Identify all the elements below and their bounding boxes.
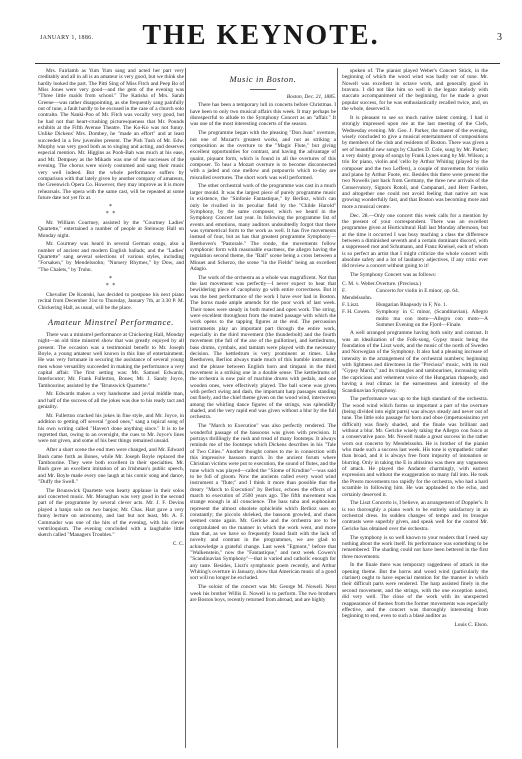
- masthead-rule: [35, 63, 500, 64]
- programme-work: Concerto for violin in E minor, op. 64.: [376, 288, 460, 295]
- programme-item: [342, 302, 488, 308]
- programme-composer: F. Liszt.: [342, 302, 360, 309]
- section-break: * * *: [105, 276, 117, 289]
- minstrel-paragraph: Mr. Fullerton cracked his jokes in fine style, and Mr. Joyce, in addition to getting off several "good ones," sang a topical song of his own writing called "Haven't done anything since." It is to be regretted that, owing to an oversight, the cues to Mr. Joyce's lines were not given, and some of his best things remained unsaid.: [38, 413, 184, 445]
- issue-date: JANUARY 1, 1886.: [40, 35, 94, 41]
- signature: Louis C. Elson.: [454, 622, 488, 629]
- boston-continued-paragraph: The symphony is so well known to your readers that I need say nothing about the work itself. Its performance was something to be remembered. The shading could not have been bettered in the first three movements.: [342, 534, 488, 560]
- de-kontski-paragraph: Chevalier De Kontski, has decided to postpone his next piano recital from December 31st to Thursday, January 7th, at 3:30 P. M. Chickering Hall, as usual, will be the place.: [38, 291, 184, 311]
- boston-paragraph: The programme began with the pleasing "Don Juan" overture, not one of Mozart's greatest works, and not as striking a composition as the overture to the "Magic Flute," but giving excellent opportunities for contrast, and having the advantage of quaint, piquant form, which is found in all the overtures of this composer. To hear a Mozart overture is to become disconnected with a jaded and one mellow and potpourris which to-day are miscalled overtures. The short work was well performed.: [190, 130, 336, 181]
- newspaper-title: THE KEYNOTE.: [142, 20, 380, 51]
- section-break: * * *: [105, 204, 117, 217]
- programme-composer: C. M. v. Weber.: [342, 281, 376, 287]
- column-left: [38, 68, 184, 752]
- boston-paragraph: There has been a temporary lull in concerts before Christmas. I have been to only two musical affairs this week. It may perhaps be disrespectful to allude to the Symphony Concert as an "affair." It was one of the most interesting concerts of the season.: [190, 102, 336, 128]
- minstrel-paragraph: Mr. Edwards makes a very handsome and jovial middle man, and half of the success of all the jokes was due to his ready tact and geniality.: [38, 391, 184, 411]
- programme-work: Symphony in C minor, (Scandinavian). Allegro molto ma con moto—Allegro con moto—A Summer Evening on the Fjord—Finale.: [376, 309, 488, 329]
- boston-paragraph: The soloist of the concert was Mr. George M. Nowell. Next week his brother Willis E. Nowell is to perform. The two brothers are Boston boys, recently returned from abroad, and are highly: [190, 584, 336, 603]
- column-divider: [185, 68, 186, 748]
- programme-intro: The Symphony Concert was as follows:: [350, 272, 437, 279]
- boston-continued-paragraph: The Liszt Concerto is, I believe, an arrangement of Doppler's. It is too thoroughly a piano work to be entirely satisfactory in an orchestral dress. Its sudden changes of tempo and its brusque contrasts were superbly given, and speak well for the control Mr. Gericke has obtained over the orchestra.: [342, 500, 488, 532]
- masthead: [0, 0, 522, 68]
- column-right: [342, 68, 488, 752]
- boston-continued-paragraph: spoken of. The pianist played Weber's Concert Stück, in the beginning of which the wood wind was badly out of tune. Mr. Nowell was excellent in octave work, and generally good in bravura. I did not like him so well in the legato melody with staccato accompaniment of the beginning, for he made a great popular success, for he was enthusiastically recalled twice, and, on the whole, deserved it.: [342, 68, 488, 113]
- heading-rule: [250, 89, 276, 90]
- minstrel-paragraph: The Brunswick Quartette won hearty applause in their solos and concerted music. Mr. Monaghan was very good in the second part of the programme by several clever acts. Mr. J. F. Devins played a banjo solo on two banjos; Mr. Chas. Hart gave a very funny lecture on astronomy, and last but not least, Mr. A. F. Commador was one of the hits of the evening, with his clever ventriloquism. The evening concluded with a laughable little sketch called "Managers Troubles.": [38, 487, 184, 539]
- programme-item: [342, 281, 488, 287]
- column-middle: [190, 68, 336, 752]
- dateline: Boston, Dec. 21, 1885.: [286, 94, 336, 100]
- boston-continued-paragraph: It is pleasant to see so much native talent coming. I had it strongly impressed upon me at the last meeting of the Clefs, Wednesday evening. Mr. Geo. J. Parker, the master of the evening, wisely concluded to give a musical entertainment of compositions by members of the club and residents of Boston. There was given a set of beautiful new songs by Charles D. Cole, sung by Mr. Parker; a very dainty group of songs by Frank Lynes sung by Mr. Wilson; a trio for piano, violin and 'cello by Arthur Whiting (played by the composer and the two Leffers), a couple of movements for violin and piano by Arthur Foote, etc. Besides this there were present the two Nowells just back from Germany, the three new arrivals of the Conservatory, Signors Rotoli, and Campanari, and Herr Faelten, and altogether one could not avoid feeling that native art was growing wonderfully fast, and that Boston was becoming more and more a musical centre.: [342, 114, 488, 210]
- programme-item: [342, 309, 488, 328]
- boston-paragraph: The other orchestral work of the programme was cast in a much larger mould. It was the largest piece of purely programme music in existence, the "Sinfonie Fantastique," by Berlioz, which can only be rivalled in its peculiar field by the "Childe Harold" Symphony, by the same composer, which we heard in the Symphony Concert last year. In following the programme list of events and emotions, many auditors undoubtedly forgot that there was symmetrical form to the work as well. It has five movements instead of four, but as has that greatest programme Symphony—Beethoven's "Pastorale." The ronde, the movements follow symphonic form with reasonable exactness, the allegro having the regulation second theme, the "Ball" scene being a cross between a Minuet and Scherzo, the scene "in the Fields" being an excellent Adagio.: [190, 183, 336, 272]
- mikado-review-paragraph: Mrs. Fairlamb as Yum Yum sang and acted her part very creditably and all in all is an amateur is very good, but we think she hardly looked the part. The Pitti Sing of Miss Fitch and Peep Bo of Miss Jones were very good—and the gem of the evening was "Three little maids from school." The Katisha of Mrs. Sarah Greene—was rather disappointing, as she frequently sang painfully out of tune, a fault hardly to be excused in the case of a church solo contralto. The Nanki-Poo of Mr. Fitch was vocally very good, but he had not that heart-crushing picturesqueness that Mr. Pounds exhibits at the Fifth Avenue Theatre. The Ko-Ko was not funny. Unlike Dickens' Mrs. Dombey, he "made an effort" and at least succeeded in a few juveniles present. The Pish Tush of Mr. Edw. Murphy was very good both as to singing and acting, and deserves especial mention. Mr. Higgins as Pooh-Bah was much at his ease, and Mr. Dempsey as the Mikado was one of the successes of the evening. The chorus were nicely costumed and sang their music very well indeed. But the whole performance suffers by comparison with that lately given by another company of amateurs, the Greenwich Opera Co. However, they may improve as it is more rehearsals. The opera with the same cast, will be repeated at some future date not yet fix at.: [38, 68, 184, 201]
- minstrel-paragraph: There was a ministrel performance at Chickering Hall, Monday night—an old time minstrel show that was greatly enjoyed by all present. The occasion was a testimonial benefit to Mr. Joseph Boyle, a young amateur well known in this line of entertainment. He was very fortunate in securing the assistance of several young men whose versatility succeeded in making the performance a very capital affair. The first setting was: Mr. Samuel Edwards, Interlocutor; Mr. Frank Fullerton, Bones; Mr. J. Sandy Joyce, Tambourine; assisted by the "Brunswick Quartette.": [38, 331, 184, 389]
- programme-list: [342, 281, 488, 328]
- page-number: 3: [497, 32, 502, 43]
- courtney-songs-paragraph: Mr. Courtney was heard in several German songs, also a number of ancient and modern English ballads; and the "Ladies' Quartette" sang several selections of various styles, including "Forsaken," by Mendelssohn; "Nursery Rhymes," by Dow, and "The Chalets," by Truhn.: [38, 241, 184, 273]
- programme-composer: F. Mendelssohn.: [342, 288, 373, 301]
- boston-paragraph: The work of the orchestra as a whole was magnificent. Not that the last movement was perfectly—I never expect to hear that bewildering piece of cacophony go with entire correctness. But it was the best performance of the work I have ever had in Boston. The horns made ample amends for the poor work of last week. Their tones were steady in both muted and open work. The string, were excellent throughout from the muted passage with which the work opens to the tapping figures at the end. The percussion instruments play an important part through the entire work, especially in the third movement (the thunderbolt) and the fourth movement (the fall of the axe of the guillotine), and kettledrums, bass drums, cymbals, and tamtam were played with the necessary decision. The kettledrum is very prominent at times. Like Beethoven, Berlioz always made much of this humble instrument, and the phrase between English horn and timpani in the third movement is a striking one in a double sense. The kettledrums of the orchestra is now pair of machine drums with pedals, and one wooden ones, were effectively played. The ball scene was given with perfect swing and dash, the important harp passages standing out finely, and the chief theme given on the wood wind, interwoven among the whirling dance figures of the strings, was splendidly shaded, and the very rapid end was given without a blur by the full orchestra.: [190, 274, 336, 421]
- signature: C. C.: [172, 541, 184, 548]
- minstrel-paragraph: After a short scene the end men were changed, and Mr. Edward Bush came forth as Bones, while Mr. Joseph Boyle replaced the Tambourine. They were both excellent in their specialties. Mr. Bush gave an excellent imitation of an Irishman's public speech, and Mr. Boyle made every one laugh at his comic song and dance, "Duffy the Swell.": [38, 447, 184, 485]
- boston-continued-paragraph: A well arranged programme having both unity and contrast. It was an idealization of the Folk-song, Gypsy music being the foundation of the Liszt work, and the music of the north of Sweden and Norwegian of the Symphony. It also had a pleasing increase of intensity in the arrangement of the orchestral numbers; beginning with lightness and directness in the "Preciosa" music, with its real "Gypsy March," and its triangles and tambourines, increasing with the capricious and vehement voice of the Hungarian rhapsody, and having a real climax in the earnestness and intensity of the Scandinavian Symphony.: [342, 330, 488, 394]
- boston-paragraph: The "March to Execution" was also perfectly rendered. The wonderful passage of the bassoons was given with precision. It portrays thrillingly the rush and tread of many footsteps. It always reminds me of the footsteps which Dickens describes in his "Tale of Two Cities." Another thought comes to me in connection with this impressive bassoon march. In the ancient forum where Christian victims were put to execution, the sound of flutes, and the tune which was played—called the "Siome of Krudine"—was said to be full of gloom. Now the ancients called every wood wind instrument a "flute;" and I think it more than possible that the dreary "March to Execution" by Berlioz, echoes the effects of a march to execution of 2500 years ago. The fifth movement was strange enough in all conscience. The bass tuba and euphonium represent the almost obsolete ophicleide which Berlioz uses so constantly; the piccolo shrieked, the bassoon growled, and chaos seemed come again. Mr. Gericke and the orchestra are to be congratulated on the manner in which the work went, and more than that, as we have so frequently found fault with the lack of novelty and contrast in the programmes, we are glad to acknowledge a grateful change. Last week "Egmont," before that "Walkenstein," now the "Fantastique," and next week Cowen's "Scandinavian Symphony"—that is varied and catholic enough for any taste. Besides, Liszt's symphonic poem recently, and Arthur Whiting's overture in January, show that American music of a good sort will no longer be excluded.: [190, 423, 336, 582]
- boston-continued-paragraph: Dec. 28.—Only one concert this week calls for a mention by the present of your correspondent. There was an excellent programme given at Horticultural Hall last Monday afternoon, but at the time it occurred I was busy teaching a class the difference between a diminished seventh and a certain dominant discord, with a suppressed root and Schumann, and Franz Kneisel, each of whom is so perfect an artist that I might criticize the whole concert with absolute safety and a lot of laudatory adjectives, if any critic ever did review a concert without going to it!: [342, 212, 488, 270]
- boston-continued-paragraph: In the finale there was temporary raggedness of attack in the opening theme. But the horns and wood wind (particularly the clarinet) ought to have especial mention for the manner in which their difficult parts were rendered. The harp assisted finely in the second movement, and the strings, with the one exception noted, did very well. The close of the work with its unexpected reappearance of themes from the former movements was especially effective, and the concert was thoroughly interesting from beginning to end, even to such a blasé auditor as: [342, 562, 488, 620]
- courtney-paragraph: Mr. William Courtney, assisted by the "Courtney Ladies' Quartette," entertained a number of people at Steinway Hall on Monday night.: [38, 219, 184, 239]
- programme-work: Overture. (Preciosa.): [376, 281, 422, 287]
- boston-heading: Music in Boston.: [229, 74, 297, 84]
- programme-composer: F. H. Cowen.: [342, 309, 371, 316]
- minstrel-heading: Amateur Minstrel Performance.: [48, 316, 174, 327]
- column-divider: [337, 68, 338, 748]
- programme-work: Hungarian Rhapsody in F, No. 1.: [376, 302, 448, 309]
- boston-continued-paragraph: The performance was up to the high standard of the orchestra. The wood wind which forms so important a part of the overture (being divided into eight parts) was always steady and never out of tune. The little solo passage for horn and oboe (impetuosissimo yet difficult) was finely shaded, and the finale was brilliant and without a blur. Mr. Gericke wisely taking the Allegro con fuoco at a conservative pace. Mr. Nowell made a great success in the rather worn out concerto by Mendelssohn. He is brother of the pianist who made such a success last week. His tone is sympathetic rather than broad, and it is always free from impurity of intonation or blurring. Only in taking the E in altissimo was there any vagueness of attack. He played the Andante charmingly, with earnest expression and without the exaggeration so many fall into. He took the Presto movements too rapidly for the orchestra, who had a hard scramble in following him. He was applauded to the echo, and certainly deserved it.: [342, 396, 488, 498]
- programme-item: [342, 288, 488, 301]
